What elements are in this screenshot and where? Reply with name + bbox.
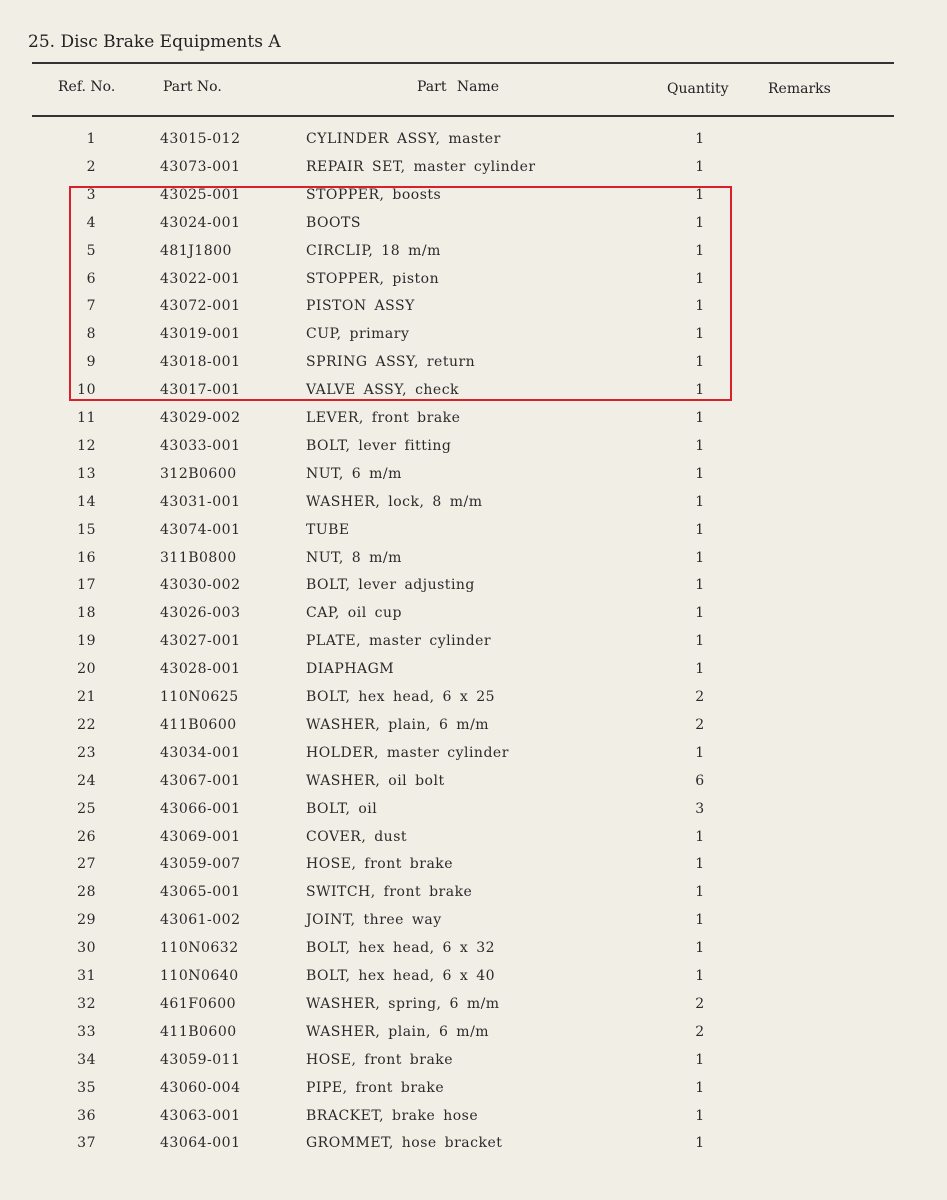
part-no-cell: 43022-001 (160, 270, 241, 287)
quantity-cell: 1 (695, 856, 705, 873)
part-name-cell: REPAIR SET, master cylinder (306, 158, 536, 175)
quantity-cell: 1 (695, 884, 705, 901)
ref-no-cell: 10 (77, 382, 96, 399)
ref-no-cell: 1 (86, 131, 96, 147)
table-row (0, 801, 947, 825)
part-no-cell: 43026-003 (160, 605, 241, 622)
column-header-ref-no: Ref. No. (58, 79, 116, 95)
part-no-cell: 43019-001 (160, 326, 241, 343)
part-no-cell: 43027-001 (160, 633, 241, 650)
part-no-cell: 411B0600 (160, 716, 237, 733)
table-row (0, 131, 947, 155)
part-no-cell: 110N0625 (160, 689, 239, 705)
part-no-cell: 43024-001 (160, 214, 241, 231)
ref-no-cell: 9 (86, 354, 96, 371)
part-no-cell: 43060-004 (160, 1079, 241, 1096)
part-no-cell: 43031-001 (160, 493, 241, 510)
ref-no-cell: 15 (77, 521, 96, 538)
part-name-cell: HOSE, front brake (306, 1051, 454, 1068)
part-name-cell: NUT, 8 m/m (306, 549, 402, 566)
part-no-cell: 43066-001 (160, 800, 241, 817)
table-row (0, 605, 947, 629)
part-name-cell: BOLT, lever adjusting (306, 577, 475, 594)
part-name-cell: DIAPHAGM (306, 661, 395, 678)
part-no-cell: 110N0632 (160, 940, 239, 957)
table-row (0, 494, 947, 518)
part-no-cell: 43034-001 (160, 744, 241, 761)
part-no-cell: 43065-001 (160, 884, 241, 901)
part-name-cell: BOOTS (306, 214, 361, 231)
quantity-cell: 1 (695, 605, 705, 622)
part-no-cell: 312B0600 (160, 465, 237, 482)
table-row (0, 1024, 947, 1048)
part-no-cell: 43025-001 (160, 186, 241, 203)
part-no-cell: 43028-001 (160, 661, 241, 678)
table-row (0, 522, 947, 546)
part-name-cell: NUT, 6 m/m (306, 465, 402, 482)
part-name-cell: BRACKET, brake hose (306, 1107, 479, 1124)
part-no-cell: 481J1800 (160, 242, 232, 259)
table-row (0, 159, 947, 183)
quantity-cell: 2 (695, 716, 705, 733)
quantity-cell: 1 (695, 437, 705, 454)
part-name-cell: COVER, dust (306, 828, 408, 845)
column-header-part-no: Part No. (163, 79, 222, 95)
table-row (0, 633, 947, 657)
ref-no-cell: 6 (86, 270, 96, 287)
part-no-cell: 411B0600 (160, 1023, 237, 1040)
quantity-cell: 1 (695, 577, 705, 594)
quantity-cell: 1 (695, 549, 705, 566)
part-name-cell: BOLT, hex head, 6 x 25 (306, 689, 496, 705)
part-name-cell: PLATE, master cylinder (306, 633, 492, 650)
table-row (0, 661, 947, 685)
ref-no-cell: 33 (77, 1023, 96, 1040)
part-name-cell: WASHER, oil bolt (306, 772, 445, 789)
quantity-cell: 1 (695, 661, 705, 678)
quantity-cell: 1 (695, 186, 705, 203)
part-name-cell: WASHER, plain, 6 m/m (306, 1023, 490, 1040)
table-row (0, 856, 947, 880)
part-name-cell: CIRCLIP, 18 m/m (306, 242, 441, 259)
ref-no-cell: 28 (77, 884, 96, 901)
part-name-cell: WASHER, spring, 6 m/m (306, 995, 500, 1012)
part-name-cell: PISTON ASSY (306, 298, 415, 315)
table-row (0, 466, 947, 490)
part-name-cell: BOLT, hex head, 6 x 40 (306, 968, 496, 984)
column-header-remarks: Remarks (768, 81, 831, 97)
ref-no-cell: 34 (77, 1051, 96, 1068)
part-no-cell: 43072-001 (160, 298, 241, 315)
part-name-cell: BOLT, oil (306, 800, 378, 817)
ref-no-cell: 27 (77, 856, 96, 873)
ref-no-cell: 30 (77, 940, 96, 957)
ref-no-cell: 13 (77, 465, 96, 482)
part-name-cell: CYLINDER ASSY, master (306, 131, 501, 147)
quantity-cell: 1 (695, 633, 705, 650)
part-name-cell: SWITCH, front brake (306, 884, 473, 901)
quantity-cell: 1 (695, 940, 705, 957)
column-header-quantity: Quantity (667, 81, 729, 97)
ref-no-cell: 5 (86, 242, 96, 259)
part-no-cell: 43015-012 (160, 131, 241, 147)
table-row (0, 829, 947, 853)
part-no-cell: 43017-001 (160, 382, 241, 399)
part-no-cell: 43073-001 (160, 158, 241, 175)
part-no-cell: 110N0640 (160, 968, 239, 984)
quantity-cell: 1 (695, 410, 705, 426)
table-row (0, 1052, 947, 1076)
ref-no-cell: 26 (77, 828, 96, 845)
part-name-cell: CAP, oil cup (306, 605, 402, 622)
ref-no-cell: 29 (77, 912, 96, 929)
ref-no-cell: 8 (86, 326, 96, 343)
part-name-cell: GROMMET, hose bracket (306, 1135, 503, 1152)
part-name-cell: BOLT, lever fitting (306, 437, 452, 454)
quantity-cell: 2 (695, 995, 705, 1012)
quantity-cell: 1 (695, 828, 705, 845)
table-row (0, 940, 947, 964)
quantity-cell: 1 (695, 326, 705, 343)
ref-no-cell: 2 (86, 158, 96, 175)
table-row (0, 745, 947, 769)
quantity-cell: 1 (695, 214, 705, 231)
part-name-cell: SPRING ASSY, return (306, 354, 476, 371)
column-header-part-name: Part Name (417, 79, 500, 95)
table-row (0, 968, 947, 992)
table-row (0, 996, 947, 1020)
part-no-cell: 43059-011 (160, 1051, 241, 1068)
part-no-cell: 43018-001 (160, 354, 241, 371)
ref-no-cell: 31 (77, 968, 96, 984)
ref-no-cell: 25 (77, 800, 96, 817)
part-name-cell: LEVER, front brake (306, 410, 461, 426)
table-row (0, 410, 947, 434)
part-no-cell: 43033-001 (160, 437, 241, 454)
ref-no-cell: 23 (77, 744, 96, 761)
part-name-cell: PIPE, front brake (306, 1079, 445, 1096)
ref-no-cell: 37 (77, 1135, 96, 1152)
table-row (0, 773, 947, 797)
header-top-rule (32, 62, 894, 64)
ref-no-cell: 7 (86, 298, 96, 315)
part-no-cell: 311B0800 (160, 549, 237, 566)
quantity-cell: 1 (695, 242, 705, 259)
header-bottom-rule (32, 115, 894, 117)
ref-no-cell: 3 (86, 186, 96, 203)
ref-no-cell: 22 (77, 716, 96, 733)
part-name-cell: CUP, primary (306, 326, 410, 343)
quantity-cell: 2 (695, 689, 705, 705)
table-row (0, 884, 947, 908)
quantity-cell: 1 (695, 354, 705, 371)
part-name-cell: TUBE (306, 521, 350, 538)
table-row (0, 550, 947, 574)
table-row (0, 717, 947, 741)
quantity-cell: 1 (695, 1135, 705, 1152)
part-name-cell: HOLDER, master cylinder (306, 744, 509, 761)
part-no-cell: 43061-002 (160, 912, 241, 929)
ref-no-cell: 16 (77, 549, 96, 566)
table-row (0, 1135, 947, 1159)
ref-no-cell: 11 (77, 410, 96, 426)
table-row (0, 689, 947, 713)
quantity-cell: 3 (695, 800, 705, 817)
table-row (0, 1080, 947, 1104)
part-no-cell: 43063-001 (160, 1107, 241, 1124)
quantity-cell: 1 (695, 270, 705, 287)
quantity-cell: 2 (695, 1023, 705, 1040)
part-name-cell: WASHER, plain, 6 m/m (306, 716, 490, 733)
ref-no-cell: 12 (77, 437, 96, 454)
ref-no-cell: 18 (77, 605, 96, 622)
ref-no-cell: 17 (77, 577, 96, 594)
table-row (0, 912, 947, 936)
ref-no-cell: 24 (77, 772, 96, 789)
part-no-cell: 43064-001 (160, 1135, 241, 1152)
ref-no-cell: 36 (77, 1107, 96, 1124)
part-name-cell: WASHER, lock, 8 m/m (306, 493, 483, 510)
quantity-cell: 1 (695, 744, 705, 761)
highlight-box (69, 186, 732, 401)
ref-no-cell: 32 (77, 995, 96, 1012)
table-row (0, 1108, 947, 1132)
quantity-cell: 1 (695, 1079, 705, 1096)
quantity-cell: 1 (695, 1107, 705, 1124)
part-no-cell: 43059-007 (160, 856, 241, 873)
part-no-cell: 43074-001 (160, 521, 241, 538)
ref-no-cell: 20 (77, 661, 96, 678)
ref-no-cell: 4 (86, 214, 96, 231)
part-name-cell: VALVE ASSY, check (306, 382, 460, 399)
ref-no-cell: 21 (77, 689, 96, 705)
quantity-cell: 1 (695, 912, 705, 929)
part-no-cell: 43030-002 (160, 577, 241, 594)
part-name-cell: STOPPER, boosts (306, 186, 442, 203)
quantity-cell: 1 (695, 382, 705, 399)
quantity-cell: 1 (695, 493, 705, 510)
ref-no-cell: 14 (77, 493, 96, 510)
part-name-cell: STOPPER, piston (306, 270, 440, 287)
ref-no-cell: 35 (77, 1079, 96, 1096)
quantity-cell: 1 (695, 1051, 705, 1068)
quantity-cell: 1 (695, 158, 705, 175)
part-no-cell: 43029-002 (160, 410, 241, 426)
part-no-cell: 43067-001 (160, 772, 241, 789)
quantity-cell: 1 (695, 131, 705, 147)
part-name-cell: BOLT, hex head, 6 x 32 (306, 940, 496, 957)
quantity-cell: 1 (695, 968, 705, 984)
table-row (0, 577, 947, 601)
quantity-cell: 6 (695, 772, 705, 789)
table-row (0, 438, 947, 462)
part-name-cell: JOINT, three way (306, 912, 442, 929)
part-name-cell: HOSE, front brake (306, 856, 454, 873)
quantity-cell: 1 (695, 298, 705, 315)
section-title: 25. Disc Brake Equipments A (28, 32, 281, 52)
ref-no-cell: 19 (77, 633, 96, 650)
quantity-cell: 1 (695, 521, 705, 538)
part-no-cell: 43069-001 (160, 828, 241, 845)
part-no-cell: 461F0600 (160, 995, 237, 1012)
quantity-cell: 1 (695, 465, 705, 482)
